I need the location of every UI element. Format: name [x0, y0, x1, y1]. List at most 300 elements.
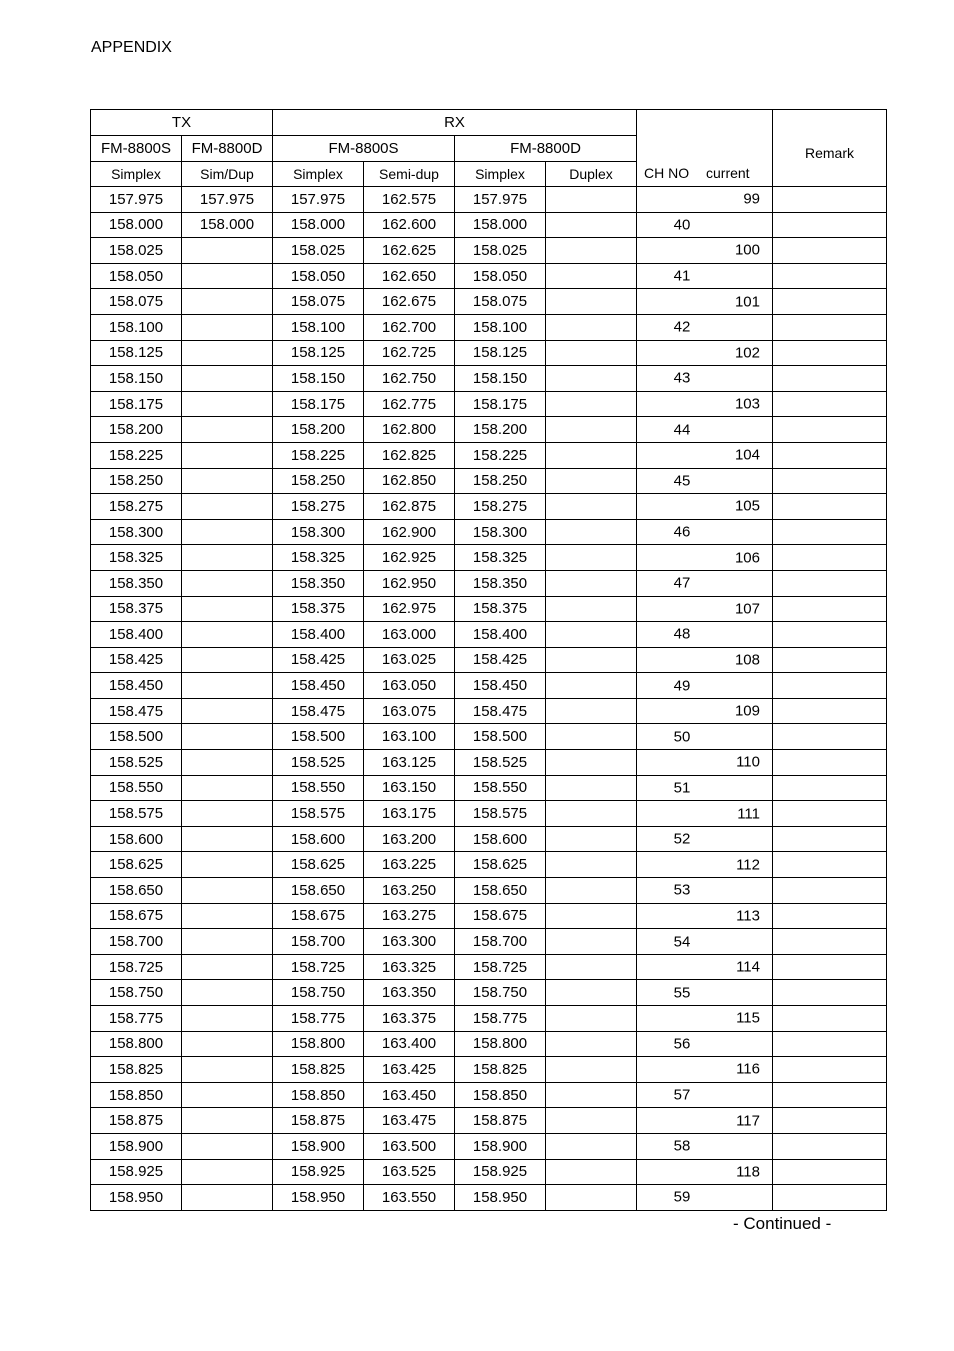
rx-d-simplex-cell: 158.425	[455, 647, 546, 673]
remark-cell	[773, 468, 887, 494]
remark-cell	[773, 1082, 887, 1108]
ch-cell	[637, 212, 773, 238]
table-row	[91, 1159, 887, 1185]
rx-s-semidup-cell: 163.475	[364, 1108, 455, 1134]
ch-cell	[637, 263, 773, 289]
rx-d-duplex-cell	[546, 929, 637, 955]
tx-simplex-cell: 158.125	[91, 340, 182, 366]
tx-simplex-cell: 158.225	[91, 442, 182, 468]
remark-cell	[773, 1159, 887, 1185]
rx-d-simplex-cell: 158.675	[455, 903, 546, 929]
tx-simdup-cell	[182, 289, 273, 315]
table-row	[91, 647, 887, 673]
ch-cell	[637, 1108, 773, 1134]
table-row	[91, 263, 887, 289]
tx-simdup-cell	[182, 468, 273, 494]
rx-d-simplex-cell: 158.300	[455, 519, 546, 545]
rx-s-simplex-cell: 158.150	[273, 366, 364, 392]
current-value: 100	[734, 241, 760, 259]
table-row	[91, 878, 887, 904]
tx-simplex-cell: 158.600	[91, 826, 182, 852]
rx-s-simplex-cell: 158.825	[273, 1057, 364, 1083]
remark-cell	[773, 852, 887, 878]
frequency-table	[90, 109, 887, 1211]
table-row	[91, 954, 887, 980]
rx-s-semidup-cell: 163.400	[364, 1031, 455, 1057]
tx-simdup-cell	[182, 238, 273, 264]
rx-d-duplex-cell	[546, 1133, 637, 1159]
rx-s-simplex-cell: 158.400	[273, 622, 364, 648]
rx-s-semidup-cell: 163.525	[364, 1159, 455, 1185]
tx-simdup-cell	[182, 1031, 273, 1057]
rx-d-simplex-cell: 158.900	[455, 1133, 546, 1159]
remark-cell	[773, 212, 887, 238]
rx-d-simplex-cell: 158.125	[455, 340, 546, 366]
tx-simdup-cell	[182, 903, 273, 929]
tx-fm8800d-header: FM-8800D	[182, 136, 273, 162]
tx-simplex-cell: 158.025	[91, 238, 182, 264]
rx-d-duplex-cell	[546, 187, 637, 213]
tx-simplex-cell: 158.550	[91, 775, 182, 801]
table-row	[91, 519, 887, 545]
remark-cell	[773, 1031, 887, 1057]
ch-cell	[637, 878, 773, 904]
rx-s-semidup-cell: 163.050	[364, 673, 455, 699]
rx-s-semidup-cell: 163.275	[364, 903, 455, 929]
tx-simplex-cell: 158.725	[91, 954, 182, 980]
rx-d-simplex-cell: 158.575	[455, 801, 546, 827]
ch-cell	[637, 698, 773, 724]
rx-s-semidup-header: Semi-dup	[364, 162, 455, 187]
tx-simdup-cell	[182, 314, 273, 340]
table-row	[91, 238, 887, 264]
remark-cell	[773, 340, 887, 366]
tx-simplex-cell: 158.625	[91, 852, 182, 878]
tx-simplex-header: Simplex	[91, 162, 182, 187]
rx-s-simplex-cell: 158.075	[273, 289, 364, 315]
rx-d-simplex-header: Simplex	[455, 162, 546, 187]
rx-d-simplex-cell: 158.100	[455, 314, 546, 340]
tx-simdup-cell	[182, 366, 273, 392]
tx-simplex-cell: 158.500	[91, 724, 182, 750]
tx-simdup-cell	[182, 1159, 273, 1185]
rx-s-semidup-cell: 162.775	[364, 391, 455, 417]
tx-simplex-cell: 158.475	[91, 698, 182, 724]
ch-cell	[637, 647, 773, 673]
tx-simplex-cell: 158.850	[91, 1082, 182, 1108]
table-row	[91, 289, 887, 315]
rx-s-semidup-cell: 163.300	[364, 929, 455, 955]
rx-s-semidup-cell: 162.900	[364, 519, 455, 545]
rx-d-duplex-cell	[546, 801, 637, 827]
rx-s-semidup-cell: 162.700	[364, 314, 455, 340]
table-row	[91, 570, 887, 596]
ch-no-value: 51	[673, 779, 691, 797]
current-value: 109	[734, 702, 760, 720]
tx-simdup-cell	[182, 340, 273, 366]
ch-cell	[637, 519, 773, 545]
table-row	[91, 801, 887, 827]
rx-s-simplex-cell: 158.800	[273, 1031, 364, 1057]
ch-no-value: 54	[673, 933, 691, 951]
remark-cell	[773, 1185, 887, 1211]
table-row	[91, 1185, 887, 1211]
remark-cell	[773, 750, 887, 776]
rx-s-simplex-cell: 158.500	[273, 724, 364, 750]
rx-s-semidup-cell: 163.250	[364, 878, 455, 904]
tx-simdup-cell	[182, 1057, 273, 1083]
rx-s-simplex-cell: 158.325	[273, 545, 364, 571]
current-value: 107	[734, 600, 760, 618]
rx-d-simplex-cell: 158.825	[455, 1057, 546, 1083]
remark-cell	[773, 391, 887, 417]
tx-simdup-cell	[182, 519, 273, 545]
current-value: 103	[734, 395, 760, 413]
remark-cell	[773, 903, 887, 929]
rx-d-duplex-cell	[546, 878, 637, 904]
tx-simdup-cell	[182, 545, 273, 571]
rx-s-semidup-cell: 162.850	[364, 468, 455, 494]
ch-cell	[637, 187, 773, 213]
rx-d-duplex-cell	[546, 903, 637, 929]
current-value: 102	[734, 344, 760, 362]
rx-d-duplex-cell	[546, 494, 637, 520]
rx-d-duplex-cell	[546, 698, 637, 724]
remark-cell	[773, 263, 887, 289]
rx-d-duplex-cell	[546, 391, 637, 417]
rx-s-semidup-cell: 163.200	[364, 826, 455, 852]
ch-cell	[637, 775, 773, 801]
ch-no-value: 40	[673, 216, 691, 234]
rx-s-semidup-cell: 163.125	[364, 750, 455, 776]
rx-s-semidup-cell: 163.550	[364, 1185, 455, 1211]
tx-simdup-cell	[182, 801, 273, 827]
rx-d-duplex-cell	[546, 673, 637, 699]
table-row	[91, 903, 887, 929]
tx-simdup-cell	[182, 750, 273, 776]
tx-simplex-cell: 158.200	[91, 417, 182, 443]
remark-cell	[773, 494, 887, 520]
rx-s-semidup-cell: 163.500	[364, 1133, 455, 1159]
tx-simdup-cell	[182, 1108, 273, 1134]
ch-cell	[637, 852, 773, 878]
remark-cell	[773, 570, 887, 596]
rx-d-duplex-cell	[546, 1057, 637, 1083]
tx-simdup-cell	[182, 852, 273, 878]
rx-s-semidup-cell: 163.175	[364, 801, 455, 827]
table-row	[91, 596, 887, 622]
ch-cell	[637, 570, 773, 596]
rx-s-semidup-cell: 163.425	[364, 1057, 455, 1083]
rx-s-simplex-cell: 158.875	[273, 1108, 364, 1134]
table-row	[91, 366, 887, 392]
rx-d-simplex-cell: 158.225	[455, 442, 546, 468]
tx-simdup-cell: 158.000	[182, 212, 273, 238]
tx-group-header: TX	[91, 110, 273, 136]
ch-no-value: 43	[673, 369, 691, 387]
rx-s-semidup-cell: 163.100	[364, 724, 455, 750]
current-value: 114	[736, 958, 760, 976]
remark-cell	[773, 442, 887, 468]
remark-cell	[773, 1108, 887, 1134]
current-value: 116	[736, 1060, 760, 1078]
rx-s-simplex-cell: 158.200	[273, 417, 364, 443]
tx-simplex-cell: 158.675	[91, 903, 182, 929]
rx-d-duplex-cell	[546, 1082, 637, 1108]
current-value: 111	[737, 805, 760, 823]
continued-note: - Continued -	[733, 1214, 832, 1233]
rx-s-semidup-cell: 162.875	[364, 494, 455, 520]
tx-simdup-cell	[182, 570, 273, 596]
rx-d-duplex-cell	[546, 519, 637, 545]
tx-simplex-cell: 158.175	[91, 391, 182, 417]
rx-d-simplex-cell: 158.500	[455, 724, 546, 750]
rx-s-semidup-cell: 162.600	[364, 212, 455, 238]
table-row	[91, 340, 887, 366]
rx-d-duplex-cell	[546, 826, 637, 852]
rx-s-simplex-cell: 158.000	[273, 212, 364, 238]
tx-simplex-cell: 157.975	[91, 187, 182, 213]
table-row	[91, 929, 887, 955]
ch-no-value: 50	[673, 728, 691, 746]
rx-s-simplex-cell: 158.600	[273, 826, 364, 852]
tx-fm8800s-header: FM-8800S	[91, 136, 182, 162]
rx-d-duplex-cell	[546, 954, 637, 980]
rx-d-duplex-cell	[546, 314, 637, 340]
rx-d-duplex-cell	[546, 238, 637, 264]
rx-fm8800s-header: FM-8800S	[273, 136, 455, 162]
table-row	[91, 494, 887, 520]
rx-s-simplex-cell: 158.425	[273, 647, 364, 673]
ch-cell	[637, 903, 773, 929]
rx-d-simplex-cell: 158.450	[455, 673, 546, 699]
tx-simdup-cell	[182, 442, 273, 468]
rx-s-simplex-cell: 158.275	[273, 494, 364, 520]
current-value: 117	[736, 1112, 760, 1130]
table-row	[91, 468, 887, 494]
rx-d-simplex-cell: 158.700	[455, 929, 546, 955]
tx-simdup-cell	[182, 1185, 273, 1211]
rx-fm8800d-header: FM-8800D	[455, 136, 637, 162]
rx-s-simplex-cell: 158.925	[273, 1159, 364, 1185]
current-value: 106	[734, 549, 760, 567]
tx-simplex-cell: 158.700	[91, 929, 182, 955]
rx-d-simplex-cell: 158.025	[455, 238, 546, 264]
remark-cell	[773, 519, 887, 545]
rx-s-semidup-cell: 162.925	[364, 545, 455, 571]
remark-cell	[773, 1133, 887, 1159]
rx-d-duplex-cell	[546, 1159, 637, 1185]
table-row	[91, 1006, 887, 1032]
rx-d-duplex-cell	[546, 570, 637, 596]
ch-cell	[637, 724, 773, 750]
remark-cell	[773, 187, 887, 213]
rx-d-duplex-cell	[546, 340, 637, 366]
page-title: APPENDIX	[91, 39, 172, 56]
rx-s-simplex-cell: 158.650	[273, 878, 364, 904]
table-row	[91, 750, 887, 776]
tx-simplex-cell: 158.750	[91, 980, 182, 1006]
tx-simplex-cell: 158.650	[91, 878, 182, 904]
rx-d-duplex-cell	[546, 442, 637, 468]
table-row	[91, 1133, 887, 1159]
rx-d-duplex-cell	[546, 468, 637, 494]
rx-d-simplex-cell: 158.525	[455, 750, 546, 776]
rx-s-simplex-cell: 158.100	[273, 314, 364, 340]
ch-no-value: 48	[673, 625, 691, 643]
rx-d-simplex-cell: 158.550	[455, 775, 546, 801]
rx-s-semidup-cell: 162.725	[364, 340, 455, 366]
tx-simdup-cell	[182, 1082, 273, 1108]
current-value: 118	[736, 1163, 760, 1181]
remark-cell	[773, 417, 887, 443]
remark-cell	[773, 724, 887, 750]
tx-simplex-cell: 158.050	[91, 263, 182, 289]
ch-cell	[637, 545, 773, 571]
table-row	[91, 673, 887, 699]
ch-cell	[637, 366, 773, 392]
remark-cell	[773, 801, 887, 827]
tx-simdup-cell	[182, 673, 273, 699]
tx-simdup-cell	[182, 391, 273, 417]
rx-d-simplex-cell: 158.850	[455, 1082, 546, 1108]
ch-cell	[637, 1006, 773, 1032]
remark-cell	[773, 366, 887, 392]
table-row	[91, 1031, 887, 1057]
rx-s-simplex-cell: 158.125	[273, 340, 364, 366]
rx-group-header: RX	[273, 110, 637, 136]
ch-cell	[637, 391, 773, 417]
tx-simplex-cell: 158.275	[91, 494, 182, 520]
ch-no-value: 45	[673, 472, 691, 490]
rx-s-simplex-cell: 158.175	[273, 391, 364, 417]
rx-s-semidup-cell: 162.975	[364, 596, 455, 622]
rx-d-duplex-cell	[546, 622, 637, 648]
tx-simdup-cell	[182, 980, 273, 1006]
rx-s-semidup-cell: 163.325	[364, 954, 455, 980]
remark-cell	[773, 647, 887, 673]
rx-s-simplex-cell: 158.675	[273, 903, 364, 929]
rx-d-duplex-cell	[546, 750, 637, 776]
table-row	[91, 980, 887, 1006]
tx-simplex-cell: 158.825	[91, 1057, 182, 1083]
rx-d-simplex-cell: 158.275	[455, 494, 546, 520]
ch-cell	[637, 1031, 773, 1057]
tx-simplex-cell: 158.800	[91, 1031, 182, 1057]
rx-d-duplex-cell	[546, 852, 637, 878]
table-row	[91, 826, 887, 852]
rx-d-duplex-cell	[546, 1031, 637, 1057]
rx-s-simplex-cell: 158.050	[273, 263, 364, 289]
ch-cell	[637, 340, 773, 366]
remark-cell	[773, 314, 887, 340]
ch-cell	[637, 596, 773, 622]
rx-d-simplex-cell: 158.350	[455, 570, 546, 596]
rx-d-simplex-cell: 158.650	[455, 878, 546, 904]
rx-s-semidup-cell: 162.750	[364, 366, 455, 392]
rx-s-semidup-cell: 163.225	[364, 852, 455, 878]
current-value: 112	[736, 856, 760, 874]
table-row	[91, 775, 887, 801]
remark-header: Remark	[773, 110, 887, 187]
ch-cell	[637, 1185, 773, 1211]
remark-cell	[773, 596, 887, 622]
rx-d-simplex-cell: 158.950	[455, 1185, 546, 1211]
tx-simplex-cell: 158.575	[91, 801, 182, 827]
table-row	[91, 698, 887, 724]
table-row	[91, 442, 887, 468]
rx-d-simplex-cell: 158.875	[455, 1108, 546, 1134]
ch-no-value: 56	[673, 1035, 691, 1053]
table-row	[91, 1082, 887, 1108]
rx-d-simplex-cell: 158.475	[455, 698, 546, 724]
tx-simdup-cell	[182, 775, 273, 801]
rx-s-semidup-cell: 163.350	[364, 980, 455, 1006]
rx-d-duplex-cell	[546, 545, 637, 571]
tx-simplex-cell: 158.150	[91, 366, 182, 392]
tx-simdup-cell	[182, 1133, 273, 1159]
rx-d-duplex-cell	[546, 596, 637, 622]
current-value: 110	[736, 753, 760, 771]
ch-no-value: 44	[673, 421, 691, 439]
tx-simdup-cell	[182, 494, 273, 520]
rx-s-simplex-cell: 158.900	[273, 1133, 364, 1159]
tx-simdup-cell	[182, 878, 273, 904]
tx-simdup-cell	[182, 647, 273, 673]
ch-no-value: 58	[673, 1137, 691, 1155]
ch-cell	[637, 929, 773, 955]
rx-d-duplex-cell	[546, 724, 637, 750]
rx-s-semidup-cell: 162.650	[364, 263, 455, 289]
rx-s-simplex-cell: 158.725	[273, 954, 364, 980]
ch-no-value: 46	[673, 523, 691, 541]
tx-simplex-cell: 158.400	[91, 622, 182, 648]
rx-s-simplex-cell: 158.700	[273, 929, 364, 955]
current-value: 115	[736, 1009, 760, 1027]
rx-s-semidup-cell: 163.000	[364, 622, 455, 648]
rx-d-duplex-cell	[546, 289, 637, 315]
tx-simplex-cell: 158.925	[91, 1159, 182, 1185]
rx-d-duplex-cell	[546, 1185, 637, 1211]
ch-no-value: 55	[673, 984, 691, 1002]
remark-cell	[773, 954, 887, 980]
rx-d-simplex-cell: 158.925	[455, 1159, 546, 1185]
rx-s-simplex-cell: 158.225	[273, 442, 364, 468]
rx-d-simplex-cell: 158.150	[455, 366, 546, 392]
current-value: 99	[743, 190, 760, 208]
rx-s-semidup-cell: 163.450	[364, 1082, 455, 1108]
rx-s-simplex-cell: 158.300	[273, 519, 364, 545]
rx-d-simplex-cell: 157.975	[455, 187, 546, 213]
tx-simplex-cell: 158.250	[91, 468, 182, 494]
tx-simplex-cell: 158.525	[91, 750, 182, 776]
rx-d-simplex-cell: 158.400	[455, 622, 546, 648]
rx-d-simplex-cell: 158.200	[455, 417, 546, 443]
ch-cell	[637, 980, 773, 1006]
rx-d-duplex-header: Duplex	[546, 162, 637, 187]
ch-cell	[637, 801, 773, 827]
tx-simplex-cell: 158.000	[91, 212, 182, 238]
remark-cell	[773, 878, 887, 904]
table-row	[91, 314, 887, 340]
tx-simdup-header: Sim/Dup	[182, 162, 273, 187]
tx-simdup-cell	[182, 929, 273, 955]
tx-simdup-cell	[182, 698, 273, 724]
current-value: 108	[734, 651, 760, 669]
ch-no-current-header	[637, 110, 773, 187]
current-label: current	[706, 165, 750, 181]
tx-simdup-cell	[182, 724, 273, 750]
